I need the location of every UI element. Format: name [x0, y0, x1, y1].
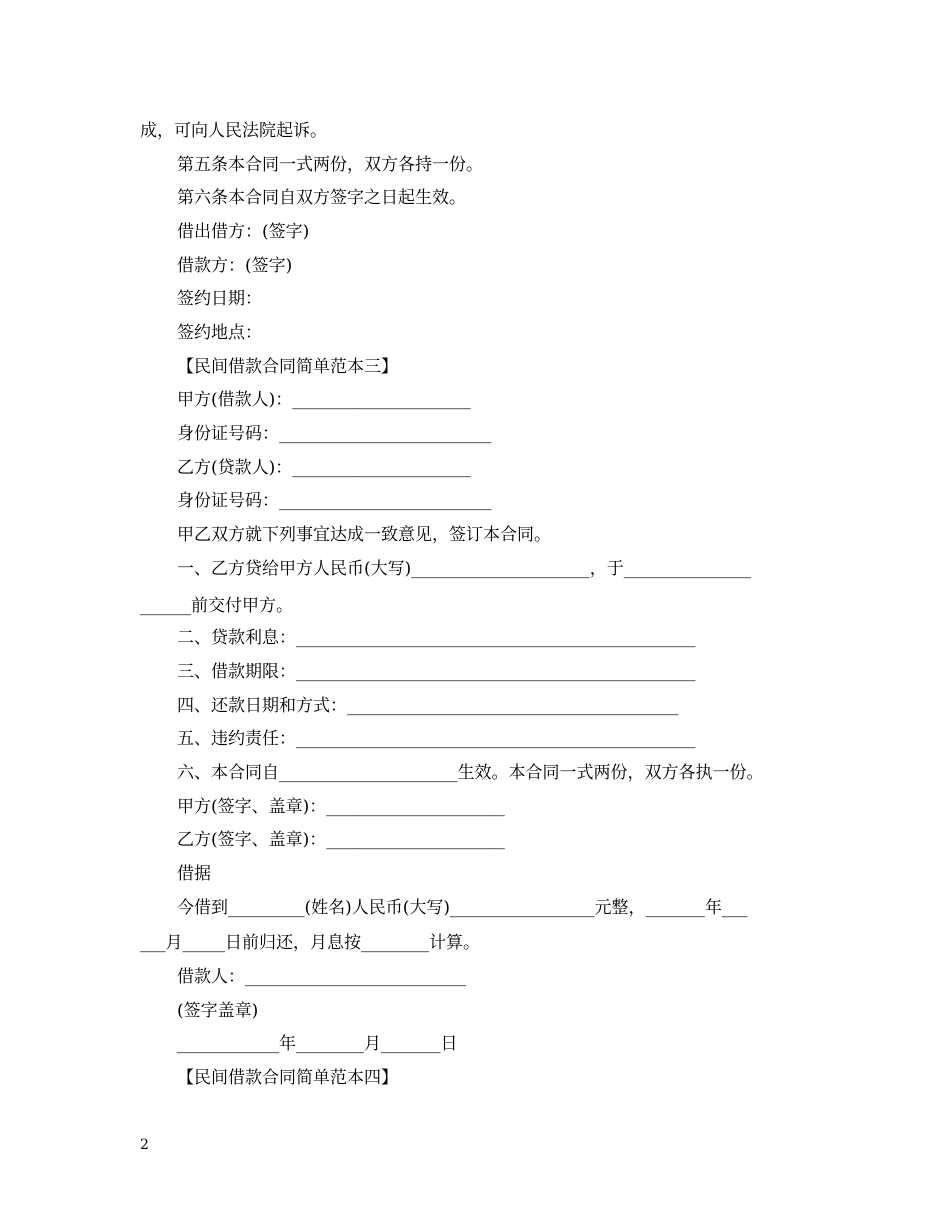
text-line: 六、本合同自_____________________生效。本合同一式两份，双方各执一份。	[177, 763, 764, 783]
text-line: 签约日期：	[177, 289, 262, 309]
text-line: 身份证号码：_________________________	[177, 491, 492, 511]
section-heading: 【民间借款合同简单范本四】	[177, 1068, 398, 1088]
text-line: 甲乙双方就下列事宜达成一致意见，签订本合同。	[177, 525, 551, 545]
text-line: 身份证号码：_________________________	[177, 424, 492, 444]
section-heading: 借据	[177, 864, 211, 884]
text-line: 一、乙方贷给甲方人民币(大写)_____________________，于_______________	[177, 559, 752, 579]
text-line: 二、贷款利息：_______________________________________________	[177, 628, 696, 648]
text-line: 借款人：__________________________	[177, 967, 466, 987]
text-line: 借出借方：(签字)	[177, 222, 310, 242]
text-line: (签字盖章)	[177, 1001, 259, 1021]
text-line: ______前交付甲方。	[140, 596, 293, 616]
text-line: 第五条本合同一式两份，双方各持一份。	[177, 155, 483, 175]
text-line: 签约地点：	[177, 323, 262, 343]
text-line: 乙方(签字、盖章)：_____________________	[177, 830, 505, 850]
text-line: 乙方(贷款人)：_____________________	[177, 458, 471, 478]
text-line: 借款方：(签字)	[177, 256, 293, 276]
text-line: 三、借款期限：_______________________________________________	[177, 662, 696, 682]
text-line: 五、违约责任：_______________________________________________	[177, 729, 696, 749]
section-heading: 【民间借款合同简单范本三】	[177, 357, 398, 377]
text-line: 成，可向人民法院起诉。	[140, 121, 327, 141]
text-line: 今借到_________(姓名)人民币(大写)_________________元整，_______年___	[177, 898, 748, 918]
text-line: ____________年________月_______日	[177, 1034, 458, 1054]
text-line: 四、还款日期和方式：_______________________________________	[177, 696, 679, 716]
text-line: 第六条本合同自双方签字之日起生效。	[177, 188, 466, 208]
text-line: 甲方(签字、盖章)：_____________________	[177, 797, 505, 817]
page-number: 2	[140, 1137, 149, 1153]
text-line: ___月_____日前归还，月息按________计算。	[140, 933, 480, 953]
text-line: 甲方(借款人)：_____________________	[177, 390, 471, 410]
